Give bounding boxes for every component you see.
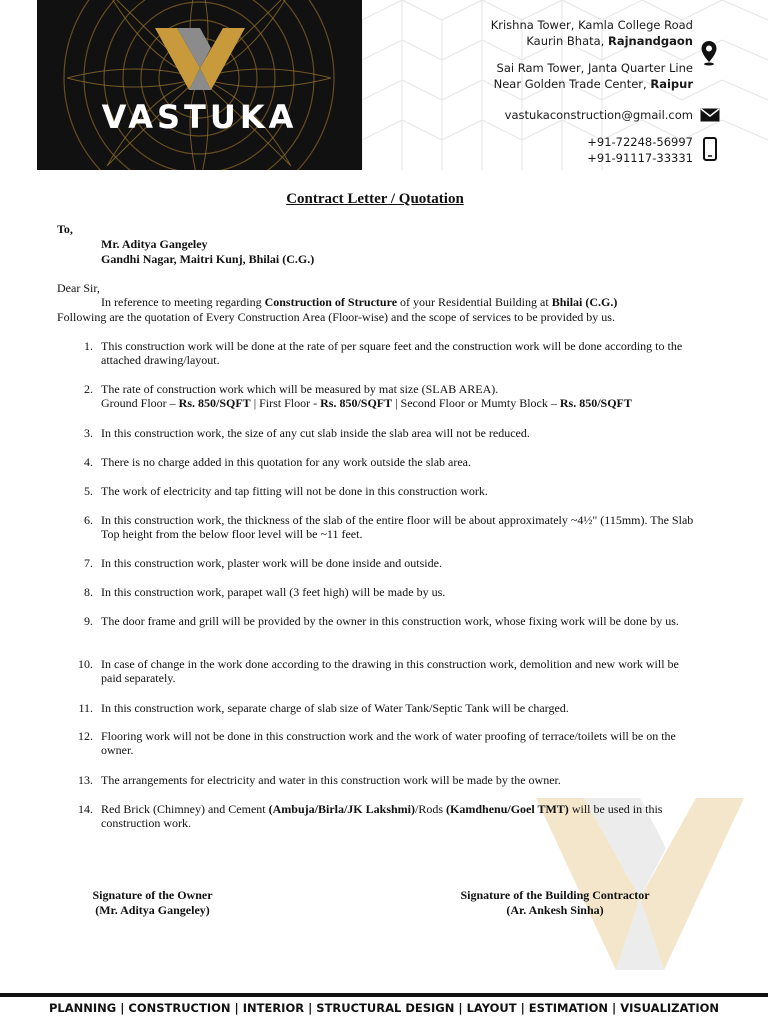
- item-text-part: /Rods: [415, 802, 447, 816]
- item-text: Flooring work will not be done in this construction work and the work of water proofing of terrace/toilets will be on the owner.: [101, 729, 676, 757]
- address-line: [494, 76, 693, 92]
- item-text: The door frame and grill will be provided by the owner in this construction work, whose fixing work will be done by us.: [101, 614, 679, 628]
- salutation: Dear Sir,: [57, 281, 100, 295]
- item-text: There is no charge added in this quotation for any work outside the slab area.: [101, 455, 472, 469]
- item-number: 7.: [84, 556, 93, 570]
- item-text: [101, 382, 701, 410]
- item-text: The work of electricity and tap fitting will not be done in this construction work.: [101, 484, 488, 498]
- mail-icon: [700, 108, 720, 122]
- rod-brands: (Kamdhenu/Goel TMT): [446, 802, 569, 816]
- intro-paragraph: [101, 295, 617, 309]
- owner-signature-block: [80, 888, 225, 918]
- item-line: [101, 396, 632, 410]
- intro-text: of your Residential Building at: [397, 295, 552, 309]
- city-name: Rajnandgaon: [607, 34, 693, 48]
- contractor-signature-block: [447, 888, 663, 918]
- contractor-signature-label: Signature of the Building Contractor: [460, 888, 650, 902]
- address-text: Near Golden Trade Center,: [493, 77, 651, 91]
- phone-number[interactable]: +91-72248-56997: [587, 135, 693, 149]
- location-pin-icon: [700, 40, 718, 66]
- to-label: To,: [57, 222, 73, 236]
- item-number: 3.: [84, 426, 93, 440]
- vastuka-logo-icon: [155, 28, 245, 90]
- services-footer: PLANNING | CONSTRUCTION | INTERIOR | STRUCTURAL DESIGN | LAYOUT | ESTIMATION | VISUALIZATION: [48, 1001, 720, 1015]
- intro-text: In reference to meeting regarding: [101, 295, 265, 309]
- rate-label: | Second Floor or Mumty Block –: [392, 396, 560, 410]
- item-line: The rate of construction work which will be measured by mat size (SLAB AREA).: [101, 382, 499, 396]
- document-title: Contract Letter / Quotation: [286, 191, 464, 207]
- item-number: 2.: [84, 382, 93, 396]
- item-number: 13.: [78, 773, 93, 787]
- item-text-part: Red Brick (Chimney) and Cement: [101, 802, 269, 816]
- phone-number[interactable]: +91-91117-33331: [587, 151, 693, 165]
- address-line: [491, 33, 693, 49]
- item-text: In this construction work, plaster work will be done inside and outside.: [101, 556, 442, 570]
- rate-value: Rs. 850/SQFT: [178, 396, 251, 410]
- footer-divider: [0, 993, 768, 997]
- item-text: [101, 802, 701, 830]
- intro-bold: Bhilai (C.G.): [551, 295, 618, 309]
- intro-paragraph-line2: Following are the quotation of Every Construction Area (Floor-wise) and the scope of services to be provided by us.: [57, 310, 615, 324]
- brand-name: VASTUKA: [101, 98, 298, 136]
- owner-name: (Mr. Aditya Gangeley): [95, 903, 210, 917]
- item-number: 6.: [84, 513, 93, 527]
- recipient-address: Gandhi Nagar, Maitri Kunj, Bhilai (C.G.): [101, 252, 315, 266]
- contact-address-raipur: [494, 60, 693, 92]
- item-text: In this construction work, the size of any cut slab inside the slab area will not be reduced.: [101, 426, 530, 440]
- city-name: Raipur: [650, 77, 693, 91]
- item-text: The arrangements for electricity and water in this construction work will be made by the owner.: [101, 773, 561, 787]
- recipient-name: Mr. Aditya Gangeley: [101, 237, 208, 251]
- item-number: 11.: [78, 701, 93, 715]
- intro-bold: Construction of Structure: [264, 295, 398, 309]
- contact-email[interactable]: vastukaconstruction@gmail.com: [504, 108, 693, 122]
- item-text: In case of change in the work done according to the drawing in this construction work, demolition and new work will be paid separately.: [101, 657, 679, 685]
- rate-label: Ground Floor –: [101, 396, 179, 410]
- item-text-part: will be used in this construction work.: [101, 802, 663, 830]
- rate-value: Rs. 850/SQFT: [320, 396, 393, 410]
- rate-value: Rs. 850/SQFT: [559, 396, 632, 410]
- item-text: In this construction work, parapet wall (3 feet high) will be made by us.: [101, 585, 446, 599]
- contact-address-rajnandgaon: [491, 17, 693, 49]
- item-number: 4.: [84, 455, 93, 469]
- item-number: 9.: [84, 614, 93, 628]
- item-number: 5.: [84, 484, 93, 498]
- brand-logo: [37, 0, 362, 170]
- item-number: 8.: [84, 585, 93, 599]
- owner-signature-label: Signature of the Owner: [92, 888, 213, 902]
- contractor-name: (Ar. Ankesh Sinha): [506, 903, 604, 917]
- rate-label: | First Floor -: [250, 396, 321, 410]
- item-number: 1.: [84, 339, 93, 353]
- address-line: Krishna Tower, Kamla College Road: [490, 18, 693, 32]
- cement-brands: (Ambuja/Birla/JK Lakshmi): [268, 802, 415, 816]
- item-number: 12.: [78, 729, 93, 743]
- address-text: Kaurin Bhata,: [526, 34, 608, 48]
- address-line: Sai Ram Tower, Janta Quarter Line: [496, 61, 693, 75]
- item-text: In this construction work, the thickness of the slab of the entire floor will be about approximately ~4½" (115mm). The Slab Top height from the below floor level will be ~11 feet.: [101, 513, 694, 541]
- phone-icon: [703, 137, 717, 161]
- item-number: 10.: [78, 657, 93, 671]
- item-text: This construction work will be done at the rate of per square feet and the construction work will be done according to the attached drawing/layout.: [101, 339, 683, 367]
- item-text: In this construction work, separate charge of slab size of Water Tank/Septic Tank will be charged.: [101, 701, 569, 715]
- item-number: 14.: [78, 802, 93, 816]
- contact-phones: [587, 134, 693, 166]
